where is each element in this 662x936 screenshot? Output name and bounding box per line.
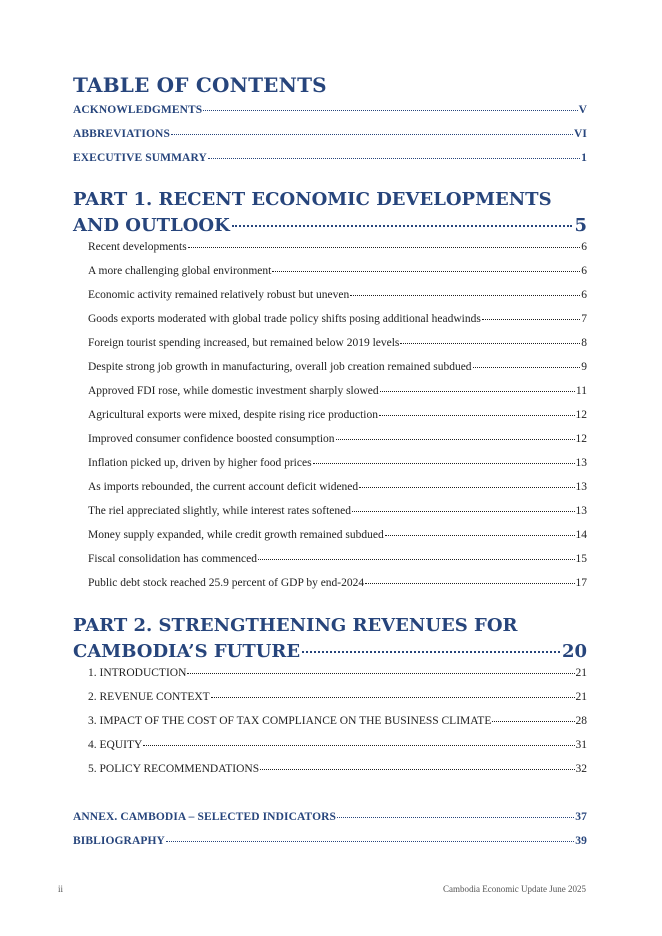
leader-dots bbox=[302, 651, 560, 653]
leader-dots bbox=[336, 439, 575, 440]
toc-entry[interactable] bbox=[88, 385, 587, 397]
toc-entry[interactable] bbox=[88, 505, 587, 517]
toc-title: TABLE OF CONTENTS bbox=[73, 73, 327, 97]
toc-entry-page: 15 bbox=[575, 553, 587, 565]
toc-entry-page: V bbox=[578, 104, 587, 116]
toc-entry-label: Agricultural exports were mixed, despite rising rice production bbox=[88, 409, 378, 421]
part-page: 5 bbox=[574, 215, 587, 236]
toc-entry[interactable] bbox=[88, 241, 587, 253]
toc-entry[interactable] bbox=[88, 667, 587, 679]
toc-part1-heading[interactable] bbox=[73, 187, 587, 239]
footer-page-number: ii bbox=[58, 884, 64, 894]
leader-dots bbox=[313, 463, 575, 464]
toc-entry-page: 13 bbox=[575, 481, 587, 493]
leader-dots bbox=[143, 745, 574, 746]
toc-entry-label: 2. REVENUE CONTEXT bbox=[88, 691, 210, 703]
toc-entry[interactable] bbox=[88, 457, 587, 469]
toc-entry-label: Goods exports moderated with global trade policy shifts posing additional headwinds bbox=[88, 313, 481, 325]
toc-entry-page: VI bbox=[574, 128, 587, 140]
part-title-line1: PART 2. STRENGTHENING REVENUES FOR bbox=[73, 615, 518, 636]
part-title-line1: PART 1. RECENT ECONOMIC DEVELOPMENTS bbox=[73, 189, 552, 210]
toc-entry-page: 17 bbox=[575, 577, 587, 589]
toc-entry[interactable] bbox=[88, 553, 587, 565]
toc-entry-label: 5. POLICY RECOMMENDATIONS bbox=[88, 763, 260, 775]
toc-entry[interactable] bbox=[88, 313, 587, 325]
leader-dots bbox=[208, 158, 580, 159]
leader-dots bbox=[482, 319, 580, 320]
toc-entry-label: ANNEX. CAMBODIA – SELECTED INDICATORS bbox=[73, 811, 337, 823]
toc-entry[interactable] bbox=[88, 763, 587, 775]
leader-dots bbox=[400, 343, 580, 344]
toc-entry[interactable] bbox=[88, 361, 587, 373]
toc-entry-executive-summary[interactable] bbox=[73, 152, 587, 164]
toc-entry-page: 28 bbox=[575, 715, 587, 727]
toc-entry[interactable] bbox=[88, 577, 587, 589]
toc-entry-page: 31 bbox=[575, 739, 587, 751]
leader-dots bbox=[166, 841, 574, 842]
toc-entry-label: 4. EQUITY bbox=[88, 739, 143, 751]
leader-dots bbox=[352, 511, 574, 512]
part-title-line2: CAMBODIA’S FUTURE bbox=[73, 641, 301, 662]
toc-entry-page: 14 bbox=[575, 529, 587, 541]
toc-entry[interactable] bbox=[88, 739, 587, 751]
toc-part2-heading[interactable] bbox=[73, 613, 587, 665]
toc-entry-label: 3. IMPACT OF THE COST OF TAX COMPLIANCE ON THE BUSINESS CLIMATE bbox=[88, 715, 492, 727]
toc-entry-label: Approved FDI rose, while domestic investment sharply slowed bbox=[88, 385, 379, 397]
toc-entry-label: The riel appreciated slightly, while interest rates softened bbox=[88, 505, 352, 517]
toc-entry-label: Despite strong job growth in manufacturing, overall job creation remained subdued bbox=[88, 361, 472, 373]
leader-dots bbox=[337, 817, 574, 818]
toc-entry-label: Improved consumer confidence boosted consumption bbox=[88, 433, 335, 445]
toc-entry-page: 11 bbox=[575, 385, 587, 397]
toc-entry-label: 1. INTRODUCTION bbox=[88, 667, 187, 679]
toc-entry[interactable] bbox=[88, 337, 587, 349]
toc-entry-label: Recent developments bbox=[88, 241, 187, 253]
toc-entry-page: 12 bbox=[575, 409, 587, 421]
toc-entry[interactable] bbox=[88, 289, 587, 301]
toc-entry-page: 8 bbox=[581, 337, 587, 349]
toc-entry-label: Economic activity remained relatively robust but uneven bbox=[88, 289, 350, 301]
toc-entry-label: Inflation picked up, driven by higher food prices bbox=[88, 457, 312, 469]
toc-entry-annex[interactable] bbox=[73, 811, 587, 823]
toc-entry-page: 1 bbox=[581, 152, 587, 164]
toc-entry-label: EXECUTIVE SUMMARY bbox=[73, 152, 207, 164]
leader-dots bbox=[385, 535, 575, 536]
leader-dots bbox=[171, 134, 573, 135]
toc-entry-label: As imports rebounded, the current account deficit widened bbox=[88, 481, 359, 493]
toc-entry-page: 37 bbox=[575, 811, 587, 823]
leader-dots bbox=[187, 673, 574, 674]
toc-entry-label: ACKNOWLEDGMENTS bbox=[73, 104, 203, 116]
part-page: 20 bbox=[561, 641, 587, 662]
toc-entry-page: 32 bbox=[575, 763, 587, 775]
leader-dots bbox=[203, 110, 577, 111]
toc-entry[interactable] bbox=[88, 433, 587, 445]
toc-entry-label: Foreign tourist spending increased, but remained below 2019 levels bbox=[88, 337, 400, 349]
toc-entry-label: BIBLIOGRAPHY bbox=[73, 835, 165, 847]
leader-dots bbox=[272, 271, 580, 272]
leader-dots bbox=[211, 697, 575, 698]
toc-entry-page: 13 bbox=[575, 457, 587, 469]
toc-entry-label: Money supply expanded, while credit growth remained subdued bbox=[88, 529, 384, 541]
toc-entry[interactable] bbox=[88, 481, 587, 493]
leader-dots bbox=[492, 721, 574, 722]
toc-entry-acknowledgments[interactable] bbox=[73, 104, 587, 116]
toc-entry-page: 9 bbox=[581, 361, 587, 373]
leader-dots bbox=[350, 295, 580, 296]
leader-dots bbox=[232, 225, 573, 227]
leader-dots bbox=[258, 559, 575, 560]
part-title-line2: AND OUTLOOK bbox=[73, 215, 230, 236]
leader-dots bbox=[380, 391, 575, 392]
toc-entry-abbreviations[interactable] bbox=[73, 128, 587, 140]
toc-entry-page: 12 bbox=[575, 433, 587, 445]
leader-dots bbox=[379, 415, 575, 416]
toc-entry-label: ABBREVIATIONS bbox=[73, 128, 170, 140]
toc-entry-label: A more challenging global environment bbox=[88, 265, 272, 277]
toc-entry[interactable] bbox=[88, 691, 587, 703]
toc-entry[interactable] bbox=[88, 265, 587, 277]
toc-entry[interactable] bbox=[88, 715, 587, 727]
leader-dots bbox=[260, 769, 574, 770]
toc-entry-page: 21 bbox=[575, 691, 587, 703]
toc-entry-label: Fiscal consolidation has commenced bbox=[88, 553, 257, 565]
leader-dots bbox=[473, 367, 581, 368]
toc-entry[interactable] bbox=[88, 409, 587, 421]
toc-entry-page: 21 bbox=[575, 667, 587, 679]
leader-dots bbox=[365, 583, 574, 584]
toc-entry-label: Public debt stock reached 25.9 percent of GDP by end-2024 bbox=[88, 577, 365, 589]
leader-dots bbox=[359, 487, 574, 488]
toc-entry-page: 13 bbox=[575, 505, 587, 517]
toc-entry-page: 7 bbox=[581, 313, 587, 325]
toc-entry-page: 6 bbox=[581, 265, 587, 277]
toc-entry-bibliography[interactable] bbox=[73, 835, 587, 847]
toc-entry[interactable] bbox=[88, 529, 587, 541]
toc-entry-page: 39 bbox=[575, 835, 587, 847]
footer-publication-title: Cambodia Economic Update June 2025 bbox=[443, 884, 586, 894]
leader-dots bbox=[188, 247, 581, 248]
toc-entry-page: 6 bbox=[581, 241, 587, 253]
toc-entry-page: 6 bbox=[581, 289, 587, 301]
